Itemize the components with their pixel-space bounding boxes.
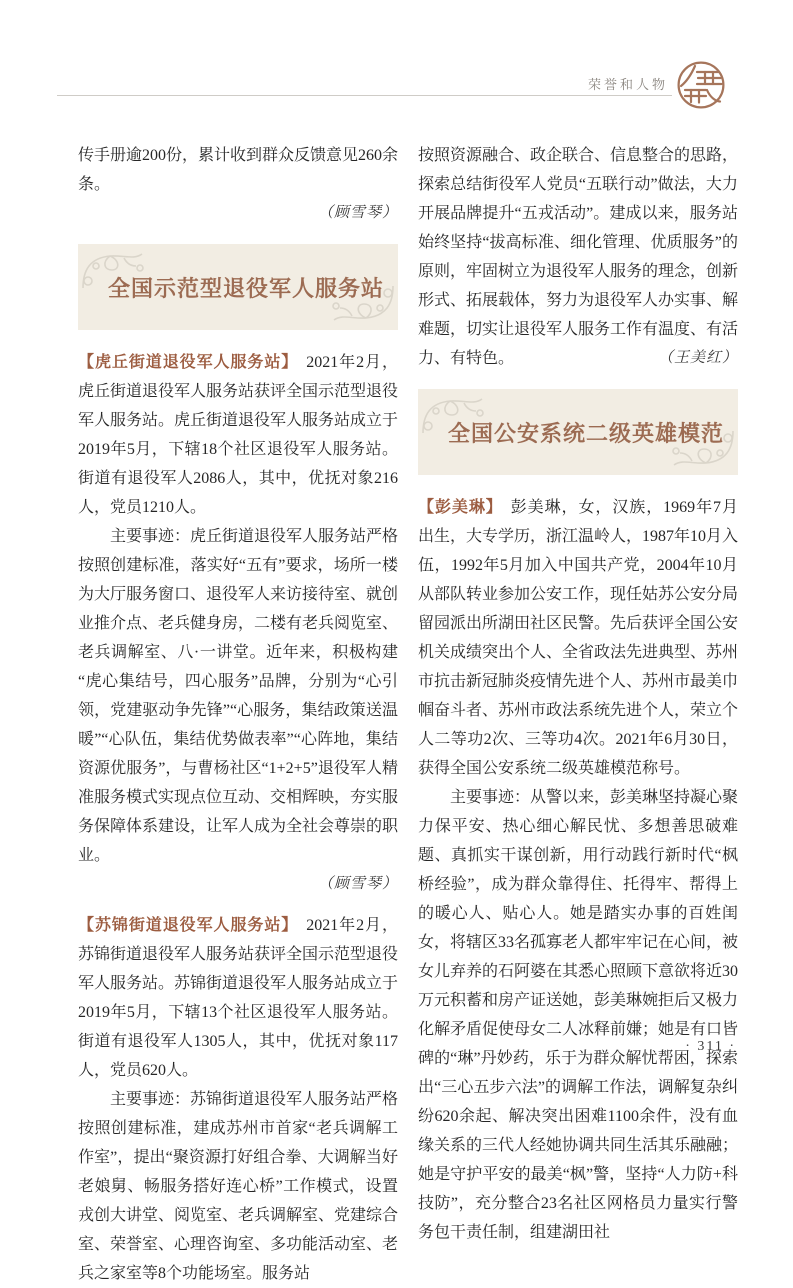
left-column bbox=[78, 141, 398, 1288]
entry-deeds-paragraph: 主要事迹：从警以来，彭美琳坚持凝心聚力保平安、热心细心解民忧、多想善思破难题、真抓实干谋创新，用行动践行新时代“枫桥经验”，成为群众靠得住、托得牢、帮得上的暖心人、贴心人。她是踏实办事的百姓闺女，将辖区33名孤寡老人都牢牢记在心间，被女儿弃养的石阿婆在其悉心照顾下意欲将近30万元积蓄和房产证送她，彭美琳婉拒后又极力化解矛盾促使母女二人冰释前嫌；她是有口皆碑的“琳”丹妙药，乐于为群众解忧帮困，探索出“三心五步六法”的调解工作法，调解复杂纠纷620余起、解决突出困难1100余件，没有血缘关系的三代人经她协调共同生活其乐融融；她是守护平安的最美“枫”警，坚持“人力防+科技防”，充分整合23名社区网格员力量实行警务包干责任制，组建湖田社 bbox=[418, 789, 739, 1241]
entry-huqiu-station bbox=[78, 348, 398, 899]
floral-flourish-ornament-icon bbox=[80, 248, 146, 292]
right-column bbox=[418, 141, 738, 1288]
running-header-title: 荣誉和人物 bbox=[587, 77, 668, 92]
entry-intro-text: 彭美琳，女，汉族，1969年7月出生，大专学历，浙江温岭人，1987年10月入伍，1992年5月加入中国共产党，2004年10月从部队转业参加公安工作，现任姑苏公安分局留园派出所湖田社区民警。先后获评全国公安机关成绩突出个人、全省政法先进典型、苏州市抗击新冠肺炎疫情先进个人、苏州市最美巾帼奋斗者、苏州市政法系统先进个人，荣立个人二等功2次、三等功4次。2021年6月30日，获得全国公安系统二级英雄模范称号。 bbox=[418, 499, 739, 777]
carryover-paragraph: 传手册逾200份，累计收到群众反馈意见260余条。 bbox=[78, 147, 399, 193]
entry-intro-text: 2021年2月，苏锦街道退役军人服务站获评全国示范型退役军人服务站。苏锦街道退役军人服务站成立于2019年5月，下辖13个社区退役军人服务站。街道有退役军人1305人，其中，优抚对象117人，党员620人。 bbox=[78, 917, 399, 1079]
author-byline: （顾雪琴） bbox=[317, 205, 398, 221]
entry-intro-paragraph bbox=[78, 348, 398, 522]
entry-label: 【虎丘街道退役军人服务站】 bbox=[78, 354, 299, 371]
section-banner-title: 全国示范型退役军人服务站 bbox=[108, 275, 385, 301]
floral-flourish-ornament-icon bbox=[670, 427, 736, 471]
entry-label: 【彭美琳】 bbox=[418, 499, 503, 516]
author-byline: （顾雪琴） bbox=[317, 876, 398, 892]
entry-label: 【苏锦街道退役军人服务站】 bbox=[78, 917, 299, 934]
entry-peng-meilin bbox=[418, 493, 738, 1247]
author-byline: （王美红） bbox=[657, 350, 738, 366]
entry-intro-paragraph bbox=[418, 493, 738, 783]
entry-intro-text: 2021年2月，虎丘街道退役军人服务站获评全国示范型退役军人服务站。虎丘街道退役军人服务站成立于2019年5月，下辖18个社区退役军人服务站。街道有退役军人2086人，其中，优抚对象216人，党员1210人。 bbox=[78, 354, 399, 516]
page-number: · 311 · bbox=[685, 1039, 736, 1054]
section-banner-police-hero-model bbox=[418, 389, 738, 475]
floral-flourish-ornament-icon bbox=[330, 282, 396, 326]
floral-flourish-ornament-icon bbox=[420, 393, 486, 437]
carryover-paragraph: 按照资源融合、政企联合、信息整合的思路，探索总结街役军人党员“五联行动”做法，大力开展品牌提升“五戎活动”。建成以来，服务站始终坚持“拔高标准、细化管理、优质服务”的原则，牢固树立为退役军人服务的理念，创新形式、拓展载体，努力为退役军人办实事、解难题，切实让退役军人服务工作有温度、有活力、有特色。 bbox=[418, 147, 739, 367]
entry-intro-paragraph bbox=[78, 911, 398, 1085]
header-divider bbox=[57, 95, 672, 96]
entry-deeds-paragraph: 主要事迹：苏锦街道退役军人服务站严格按照创建标准，建成苏州市首家“老兵调解工作室”，提出“聚资源打好组合拳、大调解当好老娘舅、畅服务搭好连心桥”工作模式，设置戎创大讲堂、阅览室、老兵调解室、党建综合室、荣誉室、心理咨询室、多功能活动室、老兵之家室等8个功能场室。服务站 bbox=[78, 1091, 399, 1282]
seal-emblem-icon bbox=[676, 60, 726, 110]
entry-sujin-station bbox=[78, 911, 398, 1288]
entry-deeds-paragraph: 主要事迹：虎丘街道退役军人服务站严格按照创建标准，落实好“五有”要求，场所一楼为大厅服务窗口、退役军人来访接待室、就创业推介点、老兵健身房，二楼有老兵阅览室、老兵调解室、八·一讲堂。近年来，积极构建“虎心集结号，四心服务”品牌，分别为“心引领，党建驱动争先锋”“心服务，集结政策送温暖”“心队伍，集结优势做表率”“心阵地，集结资源优服务”，与曹杨社区“1+2+5”退役军人精准服务模式实现点位互动、交相辉映，夯实服务保障体系建设，让军人成为全社会尊崇的职业。 bbox=[78, 528, 399, 864]
section-banner-title: 全国公安系统二级英雄模范 bbox=[448, 420, 725, 446]
page-content bbox=[78, 141, 738, 1288]
section-banner-national-model-stations bbox=[78, 244, 398, 330]
